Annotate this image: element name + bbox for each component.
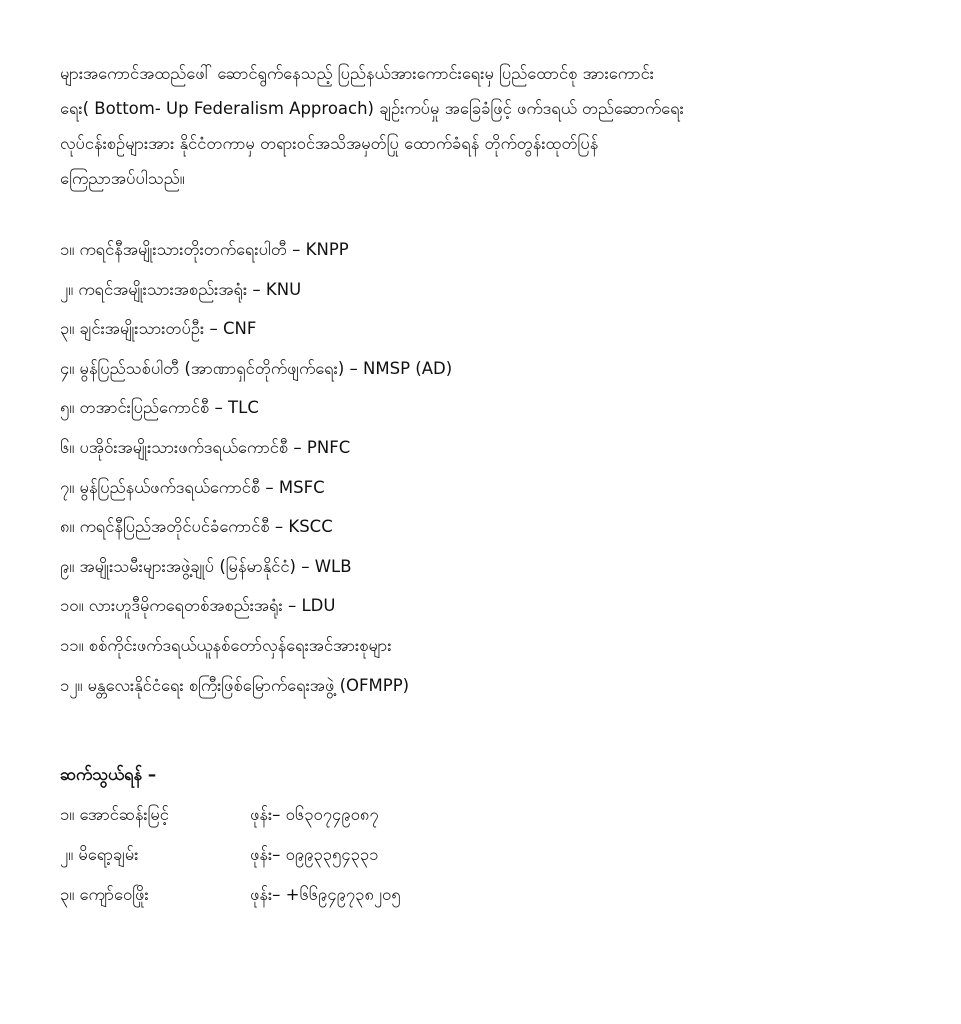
contact-name: ၃။ ကျော်ဝေဖြိုး [60,885,149,905]
contact-name: ၂။ မိရော့ချမ်း [60,845,139,865]
intro-line: ကြေညာအပ်ပါသည်။ [60,169,185,188]
contact-row [60,875,915,915]
list-item: ၁၁။ စစ်ကိုင်းဖက်ဒရယ်ယူနစ်တော်လှန်ရေးအင်အားစုများ [60,635,392,655]
contact-list [60,795,915,915]
contact-phone: ဖုန်း– +၆၆၉၄၉၇၃၈၂၀၅ [250,885,401,905]
intro-paragraph [60,56,915,196]
list-item: ၃။ ချင်းအမျိုးသားတပ်ဦး – CNF [60,319,257,339]
intro-line: များအကောင်အထည်ဖေါ် ဆောင်ရွက်နေသည့် ပြည်နယ်အားကောင်းရေးမှ ပြည်ထောင်စု အားကောင်း [60,64,654,83]
list-item: ၁၀။ လားဟူဒီမိုကရေတစ်အစည်းအရုံး – LDU [60,596,336,616]
contact-phone: ဖုန်း– ၀၉၉၃၃၅၄၃၃၁ [250,845,379,865]
intro-line: ရေး( Bottom- Up Federalism Approach) ချဉ်းကပ်မှု အခြေခံဖြင့် ဖက်ဒရယ် တည်ဆောက်ရေး [60,99,684,118]
contact-phone: ဖုန်း– ၀၆၃၀၇၄၉၀၈၇ [250,805,379,825]
list-item: ၁၂။ မန္တလေးနိုင်ငံရေး စကြီးဖြစ်မြောက်ရေးအဖွဲ့ (OFMPP) [60,675,410,695]
contact-row [60,835,915,875]
list-item: ၈။ ကရင်နီပြည်အတိုင်ပင်ခံကောင်စီ – KSCC [60,517,333,537]
organization-list [60,230,915,705]
contact-name: ၁။ အောင်ဆန်းမြင့် [60,805,169,825]
intro-line: လုပ်ငန်းစဉ်များအား နိုင်ငံတကာမှ တရားဝင်အသိအမှတ်ပြု ထောက်ခံရန် တိုက်တွန်းထုတ်ပြန် [60,134,599,153]
list-item: ၅။ တအာင်းပြည်ကောင်စီ – TLC [60,398,259,418]
list-item: ၉။ အမျိုးသမီးများအဖွဲ့ချုပ် (မြန်မာနိုင်ငံ) – WLB [60,556,352,576]
list-item: ၂။ ကရင်အမျိုးသားအစည်းအရုံး – KNU [60,279,302,299]
document-page [60,56,915,915]
list-item: ၇။ မွန်ပြည်နယ်ဖက်ဒရယ်ကောင်စီ – MSFC [60,477,325,497]
contact-heading: ဆက်သွယ်ရန် – [60,765,157,785]
contact-row [60,795,915,835]
list-item: ၆။ ပအိုဝ်းအမျိုးသားဖက်ဒရယ်ကောင်စီ – PNFC [60,437,351,457]
list-item: ၄။ မွန်ပြည်သစ်ပါတီ (အာဏာရှင်တိုက်ဖျက်ရေး) – NMSP (AD) [60,358,453,378]
list-item: ၁။ ကရင်နီအမျိုးသားတိုးတက်ရေးပါတီ – KNPP [60,240,349,259]
